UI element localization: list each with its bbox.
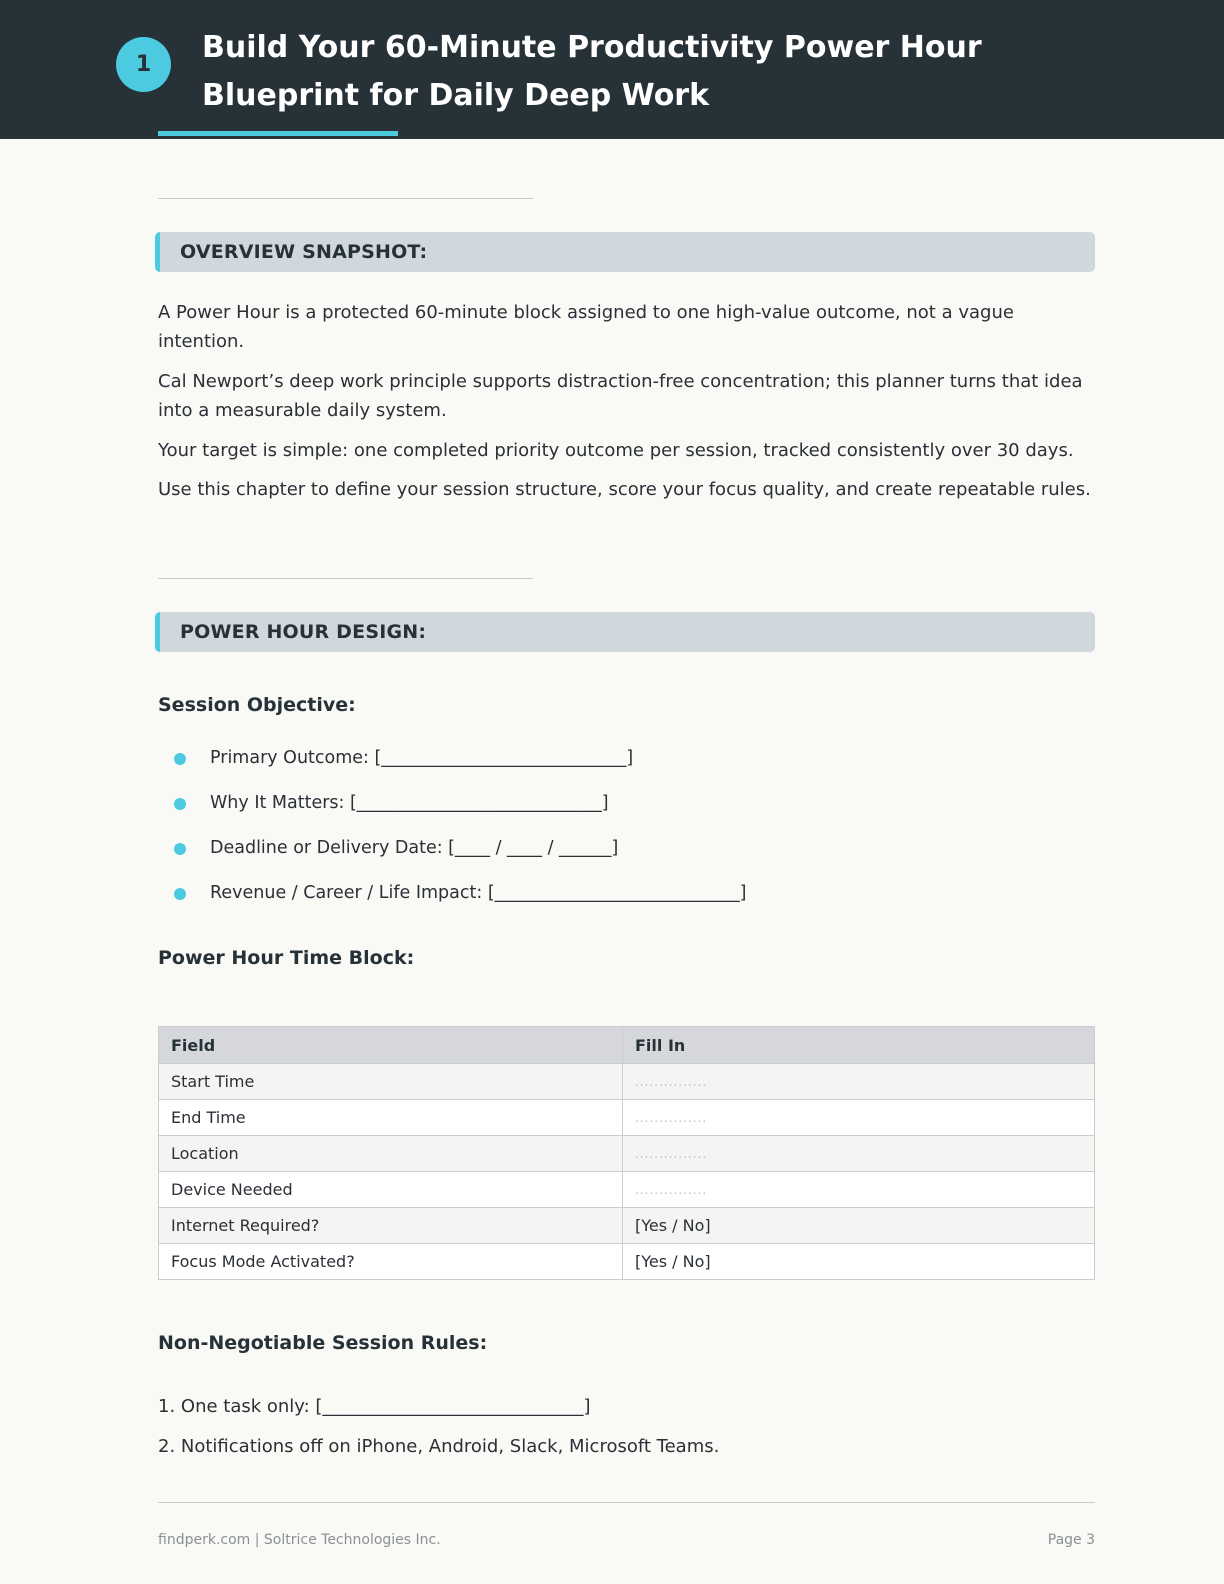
fill-in-cell[interactable]: [Yes / No] [623,1244,1095,1280]
design-heading: POWER HOUR DESIGN: [180,621,427,643]
fill-in-cell[interactable]: ............... [623,1172,1095,1208]
table-row [159,1172,1095,1208]
overview-paragraph: A Power Hour is a protected 60-minute block assigned to one high-value outcome, not a vague intention. [158,302,1014,352]
time-block-table [158,1026,1095,1280]
overview-heading-bar [155,232,1095,272]
field-label: Internet Required? [159,1208,623,1244]
bullet-dot-icon [174,798,186,810]
list-item[interactable]: Why It Matters: [____________________________] [158,790,746,835]
time-block-heading: Power Hour Time Block: [158,947,415,969]
section-divider [158,578,533,579]
session-rules-list [158,1394,719,1474]
field-label: Location [159,1136,623,1172]
title-underline [158,131,398,136]
objective-list [158,745,746,925]
table-header-fill-in: Fill In [623,1027,1095,1064]
overview-heading: OVERVIEW SNAPSHOT: [180,241,428,263]
list-item[interactable]: 1. One task only: [_____________________________] [158,1396,591,1417]
chapter-number-badge: 1 [116,37,171,92]
overview-paragraph: Cal Newport’s deep work principle supports distraction-free concentration; this planner turns that idea into a measurable daily system. [158,371,1083,421]
table-row [159,1064,1095,1100]
fill-in-cell[interactable]: ............... [623,1136,1095,1172]
list-item[interactable]: Revenue / Career / Life Impact: [____________________________] [158,880,746,925]
overview-paragraph: Use this chapter to define your session structure, score your focus quality, and create repeatable rules. [158,479,1091,500]
chapter-title: Build Your 60-Minute Productivity Power Hour Blueprint for Daily Deep Work [202,30,982,113]
bullet-dot-icon [174,753,186,765]
bullet-dot-icon [174,843,186,855]
fill-in-cell[interactable]: ............... [623,1100,1095,1136]
field-label: Device Needed [159,1172,623,1208]
footer-source: findperk.com | Soltrice Technologies Inc. [158,1532,441,1548]
list-item[interactable]: Primary Outcome: [____________________________] [158,745,746,790]
field-label: End Time [159,1100,623,1136]
session-objective-heading: Session Objective: [158,694,356,716]
bullet-dot-icon [174,888,186,900]
overview-paragraph: Your target is simple: one completed priority outcome per session, tracked consistently over 30 days. [158,440,1074,461]
session-rules-heading: Non-Negotiable Session Rules: [158,1332,488,1354]
table-row [159,1100,1095,1136]
table-row [159,1136,1095,1172]
chapter-header [0,0,1224,139]
fill-in-cell[interactable]: ............... [623,1064,1095,1100]
table-header-field: Field [159,1027,623,1064]
page-number: Page 3 [1047,1532,1095,1548]
table-row [159,1208,1095,1244]
design-heading-bar [155,612,1095,652]
footer-divider [158,1502,1095,1503]
field-label: Focus Mode Activated? [159,1244,623,1280]
section-divider [158,198,533,199]
list-item[interactable]: Deadline or Delivery Date: [____ / ____ / ______] [158,835,746,880]
table-row [159,1244,1095,1280]
field-label: Start Time [159,1064,623,1100]
fill-in-cell[interactable]: [Yes / No] [623,1208,1095,1244]
list-item: 2. Notifications off on iPhone, Android, Slack, Microsoft Teams. [158,1436,720,1457]
